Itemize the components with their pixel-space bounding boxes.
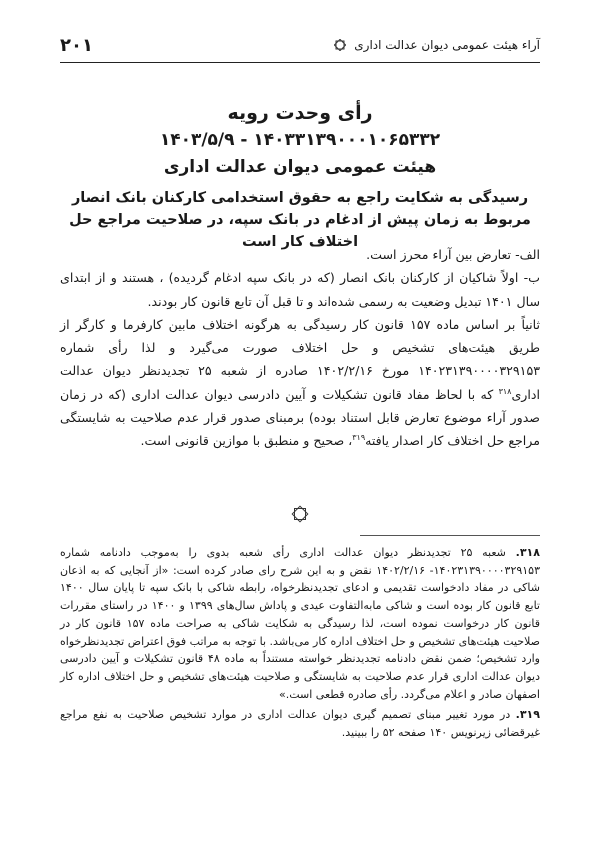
footnote-ref-318[interactable]: ۳۱۸ [498,386,512,396]
footnote-number: ۳۱۸. [515,546,540,559]
footnotes [60,544,540,745]
paragraph-sani-part2: که با لحاظ مفاد قانون تشکیلات و آیین دادرسی دیوان عدالت اداری (که در زمان صدور آراء موضوع تعارض قابل استناد بوده) برمبنای صدور قرار عدم صلاحیت به شایستگی مراجع حل اختلاف کار اصدار یافته [60,386,540,449]
ruling-body [60,243,540,453]
running-header [334,38,540,52]
diamond-knot-icon [291,505,309,523]
page-header [60,32,540,58]
footnote-318 [60,544,540,703]
footnote-319 [60,706,540,741]
ruling-titles [60,100,540,181]
section-ornament [0,505,600,527]
paragraph-sani-part3: ، صحیح و منطبق با موازین قانونی است. [140,433,353,449]
running-title: آراء هیئت عمومی دیوان عدالت اداری [354,38,540,52]
diamond-knot-icon [334,39,346,51]
footnote-text: شعبه ۲۵ تجدیدنظر دیوان عدالت اداری رأی شعبه بدوی را به‌موجب دادنامه شماره ۱۴۰۲۳۱۳۹۰۰۰۰۳۲۹۱۵۳- ۱۴۰۲/۲/۱۶ نقض و به این شرح رای صادر کرده است: «از آنجایی که به اذعان شاکی در مفاد دادخواست تقدیمی و ادعای تجدیدنظرخواه، رابطه شاکی با بانک سپه تا پایان سال ۱۴۰۰ تابع قانون کار بوده است و شاکی مابه‌التفاوت عیدی و پاداش سال‌های ۱۳۹۹ و ۱۴۰۰ در راستای مقررات قانون کار درخواست نموده است، لذا رسیدگی به شکایت شاکی به صراحت ماده ۱۵۷ قانون کار در صلاحیت هیئت‌های تشخیص و حل اختلاف اداره کار می‌باشد. با توجه به مراتب فوق اعتراض تجدیدنظرخواه وارد تشخیص؛ ضمن نقض دادنامه تجدیدنظر خواسته مستنداً به ماده ۴۸ قانون تشکیلات و آیین دادرسی دیوان عدالت اداری قرار عدم صلاحیت به شایستگی و صلاحیت هیئت‌های تشخیص و حل اختلاف اداره کار اصفهان صادر و اعلام می‌گردد. رأی صادره قطعی است.» [60,546,540,701]
page-number: ۲۰۱ [60,34,93,56]
footnote-divider [360,535,540,536]
footnote-ref-319[interactable]: ۳۱۹ [352,433,366,443]
issuing-body-title: هیئت عمومی دیوان عدالت اداری [163,157,437,177]
paragraph-alef: الف- تعارض بین آراء محرز است. [366,247,540,262]
ruling-number-date: ۱۴۰۳۳۱۳۹۰۰۰۱۰۶۵۳۳۲ - ۱۴۰۳/۵/۹ [159,130,441,150]
ruling-type-title: رأی وحدت رویه [227,102,373,124]
paragraph-sani [60,313,540,453]
footnote-number: ۳۱۹. [515,708,540,722]
header-divider [60,62,540,63]
ruling-subject: رسیدگی به شکایت راجع به حقوق استخدامی کارکنان بانک انصار مربوط به زمان پیش از ادغام در بانک سپه، در صلاحیت مراجع حل اختلاف کار است [69,190,531,250]
paragraph-be: ب- اولاً شاکیان از کارکنان بانک انصار (که در بانک سپه ادغام گردیده) ، هستند و از ابتدای سال ۱۴۰۱ تبدیل وضعیت به رسمی شده‌اند و تا قبل آن تابع قانون کار بودند. [60,270,540,309]
footnote-text: در مورد تغییر مبنای تصمیم گیری دیوان عدالت اداری در موارد تشخیص صلاحیت به نفع مراجع غیرقضائی زیرنویس ۱۴۰ صفحه ۵۲ را ببینید. [60,708,540,740]
paragraph-sani-part1: ثانیاً بر اساس ماده ۱۵۷ قانون کار رسیدگی به هرگونه اختلاف مابین کارفرما و کارگر از طریق هیئت‌های تشخیص و حل اختلاف صورت می‌گیرد و لذا رأی شماره ۱۴۰۲۳۱۳۹۰۰۰۰۳۲۹۱۵۳ مورخ ۱۴۰۲/۲/۱۶ صادره از شعبه ۲۵ تجدیدنظر دیوان عدالت اداری [60,316,540,402]
